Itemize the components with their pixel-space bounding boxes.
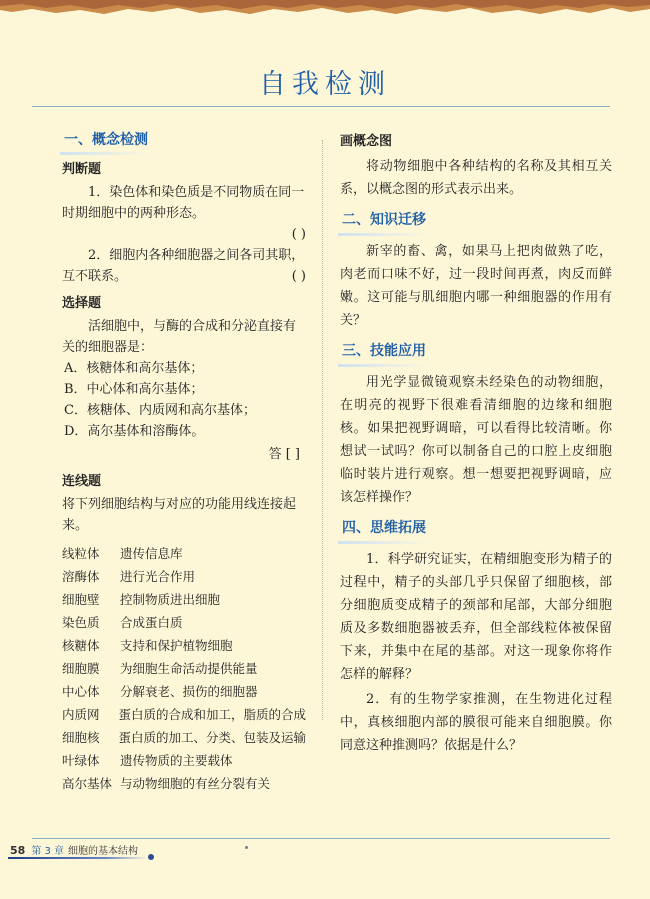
skill-application-text: 用光学显微镜观察未经染色的动物细胞，在明亮的视野下很难看清细胞的边缘和细胞核。如果把视野调暗，可以看得比较清晰。你想试一试吗？你可以制备自己的口腔上皮细胞临时装片进行观察。想一想要把视野调暗，应该怎样操作？ xyxy=(340,375,612,505)
function-term: 蛋白质的合成和加工，脂质的合成 xyxy=(118,707,306,722)
matching-row xyxy=(62,749,306,772)
function-term: 与动物细胞的有丝分裂有关 xyxy=(120,776,271,791)
multiple-choice-heading: 选择题 xyxy=(62,296,102,311)
true-false-heading: 判断题 xyxy=(62,162,102,177)
footer-rule xyxy=(32,838,610,839)
concept-map-text: 将动物细胞中各种结构的名称及其相互关系，以概念图的形式表示出来。 xyxy=(340,159,612,197)
matching-row xyxy=(62,703,306,726)
structure-term: 线粒体 xyxy=(62,546,100,561)
structure-term: 核糖体 xyxy=(62,638,100,653)
column-divider xyxy=(322,140,323,720)
answer-bracket: 答 [ ] xyxy=(268,447,300,462)
page-title: 自我检测 xyxy=(259,69,391,100)
structure-term: 细胞核 xyxy=(62,730,100,745)
print-mark xyxy=(245,846,248,849)
answer-paren-1: ( ) xyxy=(291,227,306,242)
structure-term: 细胞壁 xyxy=(62,592,100,607)
section-heading-knowledge-transfer: 二、知识迁移 xyxy=(340,209,612,232)
thinking-extension-question-1: 1．科学研究证实，在精细胞变形为精子的过程中，精子的头部几乎只保留了细胞核，部分细胞质变成精子的颈部和尾部，大部分细胞质及多数细胞器被丢弃，但全部线粒体被保留下来，并集中在尾的基部。对这一现象你将作怎样的解释？ xyxy=(340,552,612,682)
option-c: C．核糖体、内质网和高尔基体； xyxy=(64,403,256,418)
matching-row xyxy=(62,588,306,611)
title-rule xyxy=(32,106,610,107)
left-column xyxy=(62,128,306,795)
structure-term: 高尔基体 xyxy=(62,776,113,791)
matching-row xyxy=(62,565,306,588)
function-term: 遗传物质的主要载体 xyxy=(120,753,233,768)
matching-row xyxy=(62,726,306,749)
structure-term: 溶酶体 xyxy=(62,569,100,584)
matching-row xyxy=(62,657,306,680)
structure-term: 叶绿体 xyxy=(62,753,100,768)
right-column xyxy=(340,128,612,757)
function-term: 支持和保护植物细胞 xyxy=(120,638,233,653)
matching-row xyxy=(62,680,306,703)
footer-accent-dot xyxy=(148,854,154,860)
page-footer xyxy=(10,842,138,857)
matching-row xyxy=(62,611,306,634)
matching-heading: 连线题 xyxy=(62,474,102,489)
structure-term: 染色质 xyxy=(62,615,100,630)
concept-map-heading: 画概念图 xyxy=(340,134,393,149)
thinking-extension-question-2: 2．有的生物学家推测，在生物进化过程中，真核细胞内部的膜很可能来自细胞膜。你同意这种推测吗？依据是什么？ xyxy=(340,692,612,753)
matching-row xyxy=(62,634,306,657)
multiple-choice-question: 活细胞中，与酶的合成和分泌直接有关的细胞器是： xyxy=(62,319,297,355)
matching-list xyxy=(62,542,306,795)
option-a: A．核糖体和高尔基体； xyxy=(64,361,204,376)
option-d: D．高尔基体和溶酶体。 xyxy=(64,424,205,439)
section-heading-thinking-extension: 四、思维拓展 xyxy=(340,517,612,540)
knowledge-transfer-text: 新宰的畜、禽，如果马上把肉做熟了吃，肉老而口味不好，过一段时间再煮，肉反而鲜嫩。这可能与肌细胞内哪一种细胞器的作用有关？ xyxy=(340,244,612,328)
true-false-question-2: 2．细胞内各种细胞器之间各司其职，互不联系。 ( ) xyxy=(62,245,306,287)
matching-row xyxy=(62,772,306,795)
chapter-label: 第 3 章 xyxy=(31,846,65,857)
function-term: 进行光合作用 xyxy=(120,569,196,584)
footer-accent-line xyxy=(8,857,148,859)
function-term: 蛋白质的加工、分类、包装及运输 xyxy=(118,730,306,745)
function-term: 控制物质进出细胞 xyxy=(120,592,221,607)
structure-term: 中心体 xyxy=(62,684,100,699)
matching-row xyxy=(62,542,306,565)
matching-instruction: 将下列细胞结构与对应的功能用线连接起来。 xyxy=(62,497,297,533)
function-term: 为细胞生命活动提供能量 xyxy=(120,661,258,676)
page-number: 58 xyxy=(10,844,26,857)
section-heading-skill-application: 三、技能应用 xyxy=(340,340,612,363)
structure-term: 内质网 xyxy=(62,707,100,722)
structure-term: 细胞膜 xyxy=(62,661,100,676)
answer-paren-2: ( ) xyxy=(291,269,306,284)
option-b: B．中心体和高尔基体； xyxy=(64,382,204,397)
torn-paper-edge xyxy=(0,0,650,22)
true-false-question-1: 1．染色体和染色质是不同物质在同一时期细胞中的两种形态。 ( ) xyxy=(62,182,306,224)
section-heading-concept-check: 一、概念检测 xyxy=(62,130,306,151)
function-term: 合成蛋白质 xyxy=(120,615,183,630)
function-term: 分解衰老、损伤的细胞器 xyxy=(120,684,258,699)
chapter-title: 细胞的基本结构 xyxy=(68,846,139,857)
function-term: 遗传信息库 xyxy=(120,546,183,561)
